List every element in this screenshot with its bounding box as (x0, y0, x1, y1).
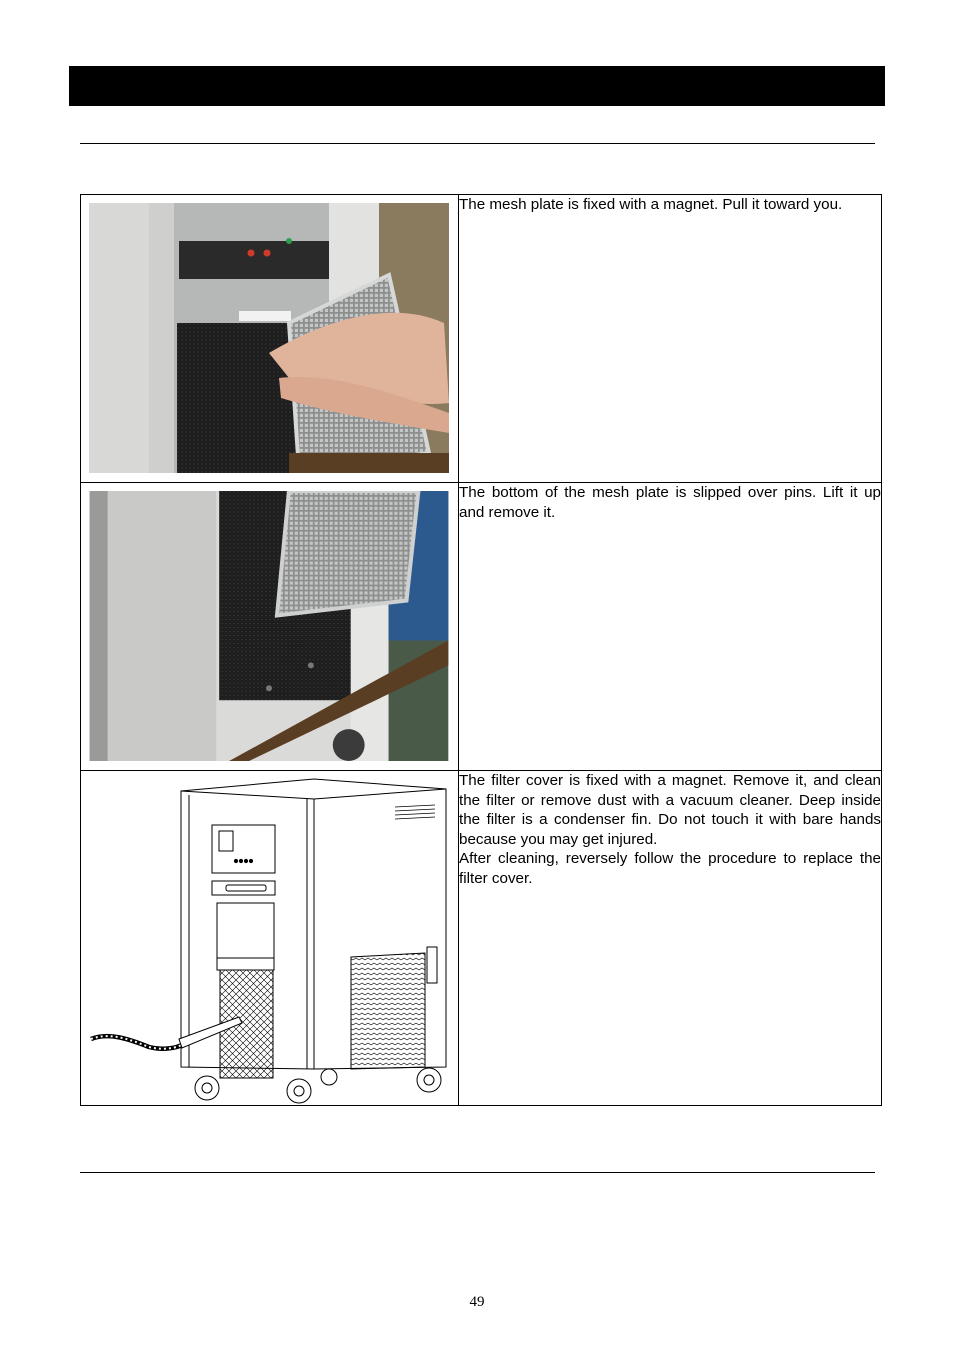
step-1-text: The mesh plate is fixed with a magnet. Pull it toward you. (459, 195, 882, 483)
section-header-bar (69, 66, 885, 106)
step-3-text: The filter cover is fixed with a magnet. Remove it, and clean the filter or remove dust with a vacuum cleaner. Deep inside the filter is a condenser fin. Do not touch it with bare hands because you may get injured. (459, 772, 881, 848)
filter-vacuum-cleaning-drawing-icon (89, 777, 449, 1105)
step-2-text: The bottom of the mesh plate is slipped over pins. Lift it up and remove it. (459, 483, 882, 771)
bottom-rule (80, 1172, 875, 1173)
mesh-plate-removal-photo-icon (89, 203, 449, 473)
mesh-plate-pins-photo-icon (89, 491, 449, 761)
step-3-text-after-cleaning: After cleaning, reversely follow the procedure to replace the filter cover. (459, 850, 881, 887)
step-row-1 (81, 195, 882, 483)
step-row-2 (81, 483, 882, 771)
page-number: 49 (469, 1294, 485, 1310)
top-rule (80, 143, 875, 144)
procedure-table (80, 194, 882, 1106)
step-row-3 (81, 771, 882, 1106)
